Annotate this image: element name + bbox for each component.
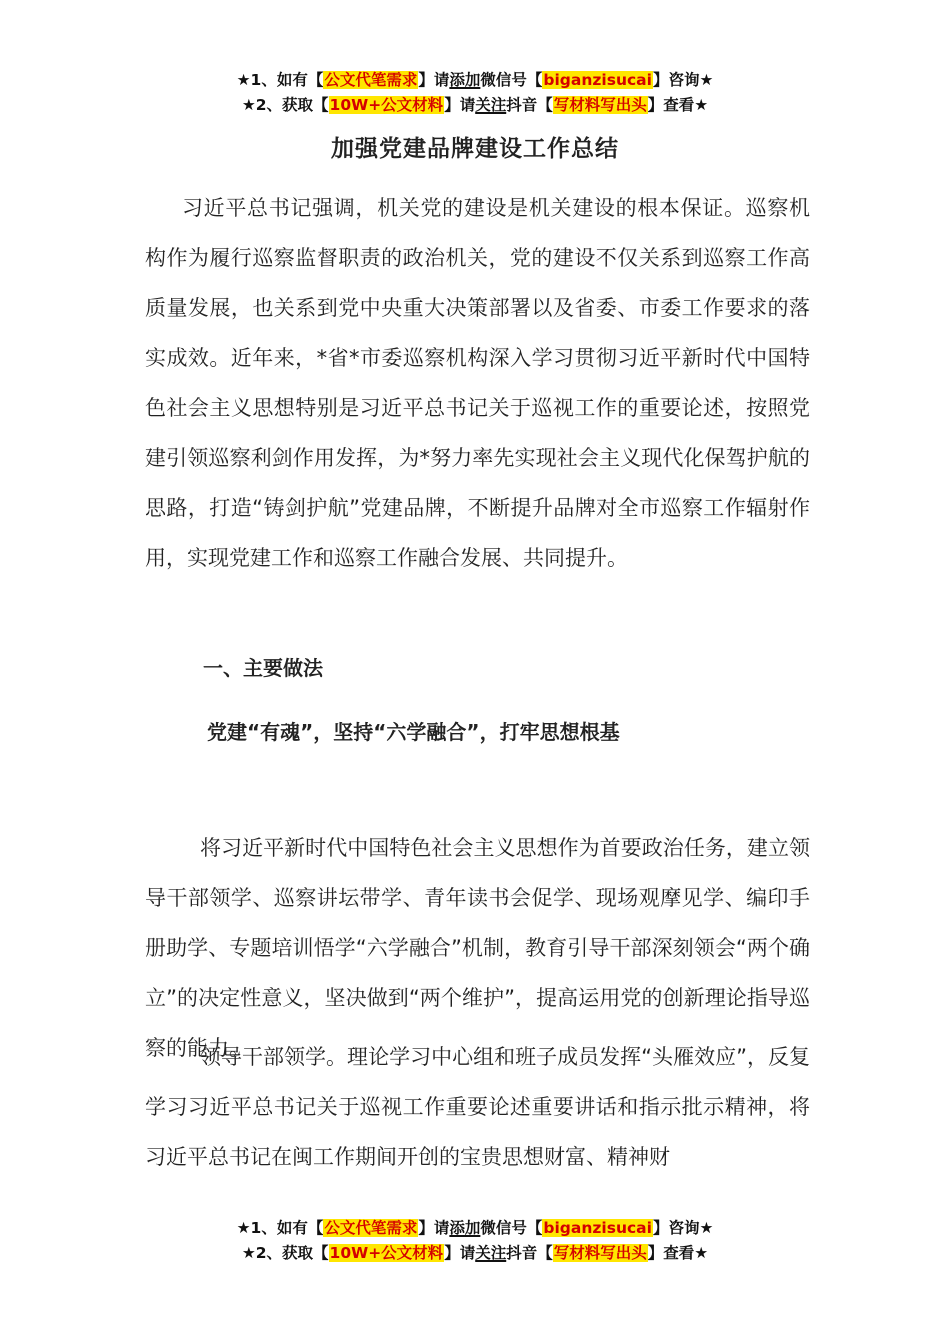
header-banner: [0, 68, 950, 118]
banner-highlight: 写材料写出头: [553, 96, 647, 114]
banner-text: 】查看★: [647, 1244, 709, 1262]
banner-text: 微信号【: [480, 71, 543, 89]
banner-text: 微信号【: [480, 1219, 543, 1237]
banner-highlight: biganzisucai: [543, 71, 652, 89]
banner-underline: 添加: [449, 71, 481, 89]
banner-text: 】咨询★: [652, 71, 714, 89]
banner-highlight: 10W+公文材料: [329, 1244, 444, 1262]
banner-line-2: [0, 93, 950, 118]
banner-line-1: [0, 68, 950, 93]
banner-text: ★1、如有【: [236, 71, 324, 89]
banner-line-2: [0, 1241, 950, 1266]
subsection-heading: 党建“有魂”，坚持“六学融合”，打牢思想根基: [207, 720, 620, 744]
banner-text: ★2、获取【: [241, 96, 329, 114]
banner-text: 】请: [444, 1244, 476, 1262]
banner-text: 抖音【: [506, 1244, 553, 1262]
banner-line-1: [0, 1216, 950, 1241]
banner-highlight: 10W+公文材料: [329, 96, 444, 114]
banner-highlight: biganzisucai: [543, 1219, 652, 1237]
banner-underline: 添加: [449, 1219, 481, 1237]
banner-underline: 关注: [475, 1244, 507, 1262]
banner-text: 】请: [418, 1219, 450, 1237]
banner-highlight: 写材料写出头: [553, 1244, 647, 1262]
banner-text: ★2、获取【: [241, 1244, 329, 1262]
banner-highlight: 公文代笔需求: [324, 71, 418, 89]
banner-text: ★1、如有【: [236, 1219, 324, 1237]
document-title: 加强党建品牌建设工作总结: [331, 136, 619, 162]
banner-text: 】咨询★: [652, 1219, 714, 1237]
banner-text: 】查看★: [647, 96, 709, 114]
paragraph-six-study: 将习近平新时代中国特色社会主义思想作为首要政治任务，建立领导干部领学、巡察讲坛带学、青年读书会促学、现场观摩见学、编印手册助学、专题培训悟学“六学融合”机制，教育引导干部深刻领会“两个确立”的决定性意义，坚决做到“两个维护”，提高运用党的创新理论指导巡察的能力。: [145, 836, 810, 1060]
banner-underline: 关注: [475, 96, 507, 114]
section-heading: 一、主要做法: [203, 656, 323, 680]
banner-text: 】请: [444, 96, 476, 114]
banner-highlight: 公文代笔需求: [324, 1219, 418, 1237]
banner-text: 】请: [418, 71, 450, 89]
paragraph-leaders-study: 领导干部领学。理论学习中心组和班子成员发挥“头雁效应”，反复学习习近平总书记关于巡视工作重要论述重要讲话和指示批示精神，将习近平总书记在闽工作期间开创的宝贵思想财富、精神财: [145, 1045, 810, 1169]
banner-text: 抖音【: [506, 96, 553, 114]
footer-banner: [0, 1216, 950, 1266]
paragraph-intro: 习近平总书记强调，机关党的建设是机关建设的根本保证。巡察机构作为履行巡察监督职责的政治机关，党的建设不仅关系到巡察工作高质量发展，也关系到党中央重大决策部署以及省委、市委工作要求的落实成效。近年来，*省*市委巡察机构深入学习贯彻习近平新时代中国特色社会主义思想特别是习近平总书记关于巡视工作的重要论述，按照党建引领巡察利剑作用发挥，为*努力率先实现社会主义现代化保驾护航的思路，打造“铸剑护航”党建品牌，不断提升品牌对全市巡察工作辐射作用，实现党建工作和巡察工作融合发展、共同提升。: [145, 196, 810, 570]
